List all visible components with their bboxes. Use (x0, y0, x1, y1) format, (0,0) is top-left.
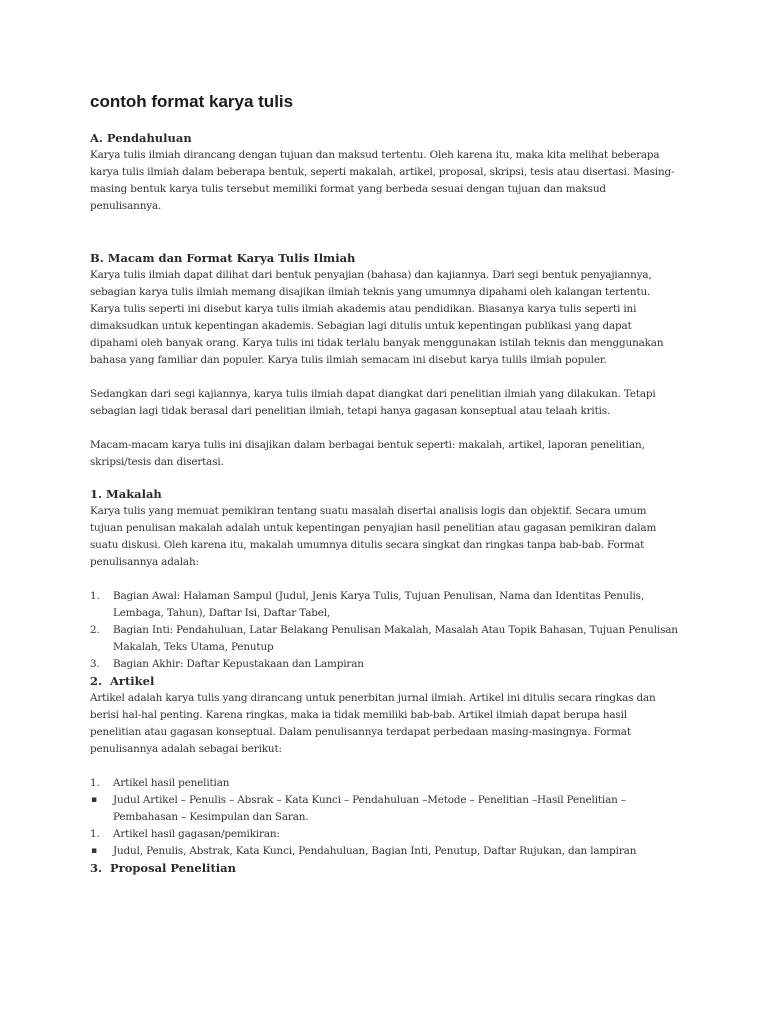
list-marker: 3. (90, 658, 100, 670)
artikel-label: Artikel (110, 674, 155, 688)
list-item-text: Bagian Inti: Pendahuluan, Latar Belakang Penulisan Makalah, Masalah Atau Topik Bahasan, Tujuan Penulisan Makalah, Teks Utama, Penutup (113, 624, 678, 653)
section-b-paragraph-2: Sedangkan dari segi kajiannya, karya tulis ilmiah dapat diangkat dari penelitian ilmiah yang dilakukan. Tetapi sebagian lagi tidak berasal dari penelitian ilmiah, tetapi hanya gagasan konseptual atau telaah kritis. (90, 388, 656, 417)
list-item-text: Judul Artikel – Penulis – Absrak – Kata Kunci – Pendahuluan –Metode – Penelitian –Hasil Penelitian – Pembahasan – Kesimpulan dan Saran. (113, 794, 626, 823)
section-b-paragraph-3: Macam-macam karya tulis ini disajikan dalam berbagai bentuk seperti: makalah, artikel, laporan penelitian, skripsi/tesis dan disertasi. (90, 439, 645, 468)
document-body (90, 92, 680, 877)
list-item-text: Artikel hasil gagasan/pemikiran: (113, 828, 280, 840)
list-item (90, 622, 680, 656)
list-marker: 1. (90, 777, 100, 789)
makalah-format-list (90, 588, 680, 673)
proposal-number: 3. (90, 861, 103, 875)
list-item-text: Artikel hasil penelitian (113, 777, 230, 789)
makalah-heading: 1. Makalah (90, 487, 162, 501)
proposal-heading (90, 860, 680, 877)
artikel-number: 2. (90, 674, 103, 688)
list-item-text: Bagian Awal: Halaman Sampul (Judul, Jenis Karya Tulis, Tujuan Penulisan, Nama dan Identitas Penulis, Lembaga, Tahun), Daftar Isi, Daftar Tabel, (113, 590, 645, 619)
list-item (90, 588, 680, 622)
proposal-label: Proposal Penelitian (110, 861, 236, 875)
list-item (90, 826, 680, 843)
section-b-paragraph-1: Karya tulis ilmiah dapat dilihat dari bentuk penyajian (bahasa) dan kajiannya. Dari segi bentuk penyajiannya, sebagian karya tulis ilmiah memang disajikan ilmiah teknis yang umumnya dipahami oleh kalangan tertentu. Karya tulis seperti ini disebut karya tulis ilmiah akademis atau pendidikan. Biasanya karya tulis seperti ini dimaksudkan untuk kepentingan akademis. Sebagian lagi ditulis untuk kepentingan publikasi yang dapat dipahami oleh banyak orang. Karya tulis ini tidak terlalu banyak menggunakan istilah teknis dan menggunakan bahasa yang familiar dan populer. Karya tulis ilmiah semacam ini disebut karya tulils ilmiah populer. (90, 269, 664, 366)
makalah-paragraph: Karya tulis yang memuat pemikiran tentang suatu masalah disertai analisis logis dan objektif. Secara umum tujuan penulisan makalah adalah untuk kepentingan penyajian hasil penelitian atau gagasan pemikiran dalam suatu diskusi. Oleh karena itu, makalah umumnya ditulis secara singkat dan ringkas tanpa bab-bab. Format penulisannya adalah: (90, 505, 657, 568)
artikel-paragraph: Artikel adalah karya tulis yang dirancang untuk penerbitan jurnal ilmiah. Artikel ini ditulis secara ringkas dan berisi hal-hal penting. Karena ringkas, maka ia tidak memiliki bab-bab. Artikel ilmiah dapat berupa hasil penelitian atau gagasan konseptual. Dalam penulisannya terdapat perbedaan masing-masingnya. Format penulisannya adalah sebagai berikut: (90, 692, 656, 755)
list-item (90, 843, 680, 860)
list-item (90, 792, 680, 826)
section-a-paragraph: Karya tulis ilmiah dirancang dengan tujuan dan maksud tertentu. Oleh karena itu, maka kita melihat beberapa karya tulis ilmiah dalam beberapa bentuk, seperti makalah, artikel, proposal, skripsi, tesis atau disertasi. Masing-masing bentuk karya tulis tersebut memiliki format yang berbeda sesuai dengan tujuan dan maksud penulisannya. (90, 149, 675, 212)
artikel-format-list (90, 775, 680, 860)
section-b-heading: B. Macam dan Format Karya Tulis Ilmiah (90, 251, 356, 265)
artikel-heading (90, 673, 680, 690)
list-item (90, 656, 680, 673)
list-marker: 1. (90, 828, 100, 840)
section-a-heading: A. Pendahuluan (90, 131, 192, 145)
list-item-text: Judul, Penulis, Abstrak, Kata Kunci, Pendahuluan, Bagian Inti, Penutup, Daftar Rujukan, dan lampiran (113, 845, 637, 857)
list-marker: 2. (90, 624, 100, 636)
document-title: contoh format karya tulis (90, 92, 294, 111)
list-item (90, 775, 680, 792)
list-item-text: Bagian Akhir: Daftar Kepustakaan dan Lampiran (113, 658, 364, 670)
bullet-icon: ▪ (91, 846, 97, 856)
bullet-icon: ▪ (91, 795, 97, 805)
list-marker: 1. (90, 590, 100, 602)
